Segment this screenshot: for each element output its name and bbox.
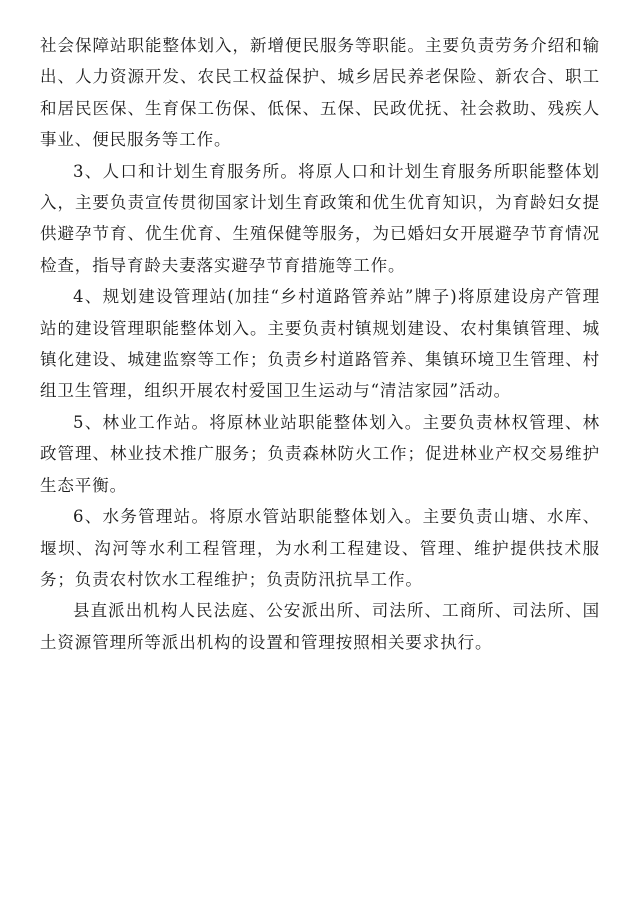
paragraph-water-affairs: 6、水务管理站。将原水管站职能整体划入。主要负责山塘、水库、堰坝、沟河等水利工程管理，为水利工程建设、管理、维护提供技术服务；负责农村饮水工程维护；负责防汛抗旱工作。 — [40, 507, 600, 589]
paragraph-forestry: 5、林业工作站。将原林业站职能整体划入。主要负责林权管理、林政管理、林业技术推广服务；负责森林防火工作；促进林业产权交易维护生态平衡。 — [40, 412, 600, 495]
document-page — [40, 30, 600, 658]
paragraph-county-agencies: 县直派出机构人民法庭、公安派出所、司法所、工商所、司法所、国土资源管理所等派出机构的设置和管理按照相关要求执行。 — [40, 601, 600, 652]
paragraph-social-security: 社会保障站职能整体划入，新增便民服务等职能。主要负责劳务介绍和输出、人力资源开发、农民工权益保护、城乡居民养老保险、新农合、职工和居民医保、生育保工伤保、低保、五保、民政优抚、社会救助、残疾人事业、便民服务等工作。 — [40, 36, 600, 150]
paragraph-population-family-planning: 3、人口和计划生育服务所。将原人口和计划生育服务所职能整体划入，主要负责宣传贯彻国家计划生育政策和优生优育知识，为育龄妇女提供避孕节育、优生优育、生殖保健等服务，为已婚妇女开展避孕节育情况检查，指导育龄夫妻落实避孕节育措施等工作。 — [40, 161, 600, 275]
paragraph-planning-construction: 4、规划建设管理站(加挂“乡村道路管养站”牌子)将原建设房产管理站的建设管理职能整体划入。主要负责村镇规划建设、农村集镇管理、城镇化建设、城建监察等工作；负责乡村道路管养、集镇环境卫生管理、村组卫生管理，组织开展农村爱国卫生运动与“清洁家园”活动。 — [40, 287, 600, 401]
